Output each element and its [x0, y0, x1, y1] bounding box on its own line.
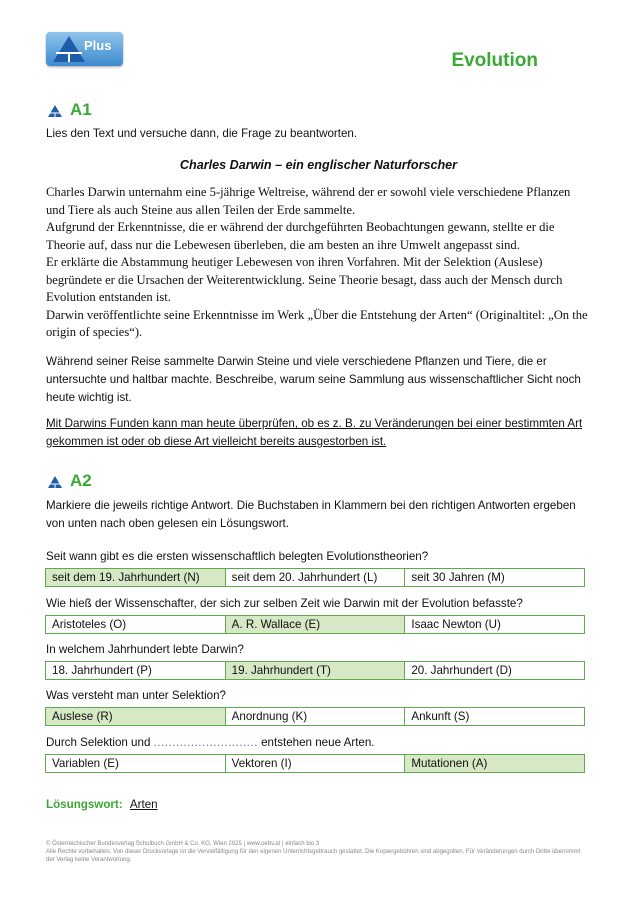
answer-option[interactable]: A. R. Wallace (E) — [225, 616, 405, 633]
answer-option[interactable]: Mutationen (A) — [404, 755, 584, 772]
answer-option[interactable]: 19. Jahrhundert (T) — [225, 662, 405, 679]
pyramid-icon — [52, 35, 86, 63]
question-text: In welchem Jahrhundert lebte Darwin? — [46, 643, 244, 656]
solution-value: Arten — [129, 798, 158, 811]
footer — [46, 840, 586, 864]
a1-instruction: Lies den Text und versuche dann, die Frage zu beantworten. — [46, 127, 358, 140]
answer-row — [45, 661, 585, 680]
article-text — [46, 184, 591, 342]
answer-option[interactable]: Anordnung (K) — [225, 708, 405, 725]
a2-instruction: Markiere die jeweils richtige Antwort. Die Buchstaben in Klammern bei den richtigen Antworten ergeben von unten nach oben gelesen ein Lösungswort. — [46, 499, 576, 530]
answer-row — [45, 615, 585, 634]
question-text: Wie hieß der Wissenschafter, der sich zur selben Zeit wie Darwin mit der Evolution befasste? — [46, 597, 523, 610]
answer-row — [45, 568, 585, 587]
answer-option[interactable]: Isaac Newton (U) — [404, 616, 584, 633]
section-a1-label: A1 — [70, 100, 92, 119]
publisher-logo — [46, 32, 123, 66]
question-text: Was versteht man unter Selektion? — [46, 689, 227, 702]
answer-option[interactable]: Auslese (R) — [46, 708, 225, 725]
answer-option[interactable]: seit dem 19. Jahrhundert (N) — [46, 569, 225, 586]
article-paragraph: Er erklärte die Abstammung heutiger Lebewesen von ihren Vorfahren. Mit der Selektion (Auslese) begründete er die Ursachen der Weiterentwicklung. Seine Theorie besagt, dass auch der Mensch durch Evolution entstanden ist. — [46, 255, 563, 304]
question-text-after: entstehen neue Arten. — [261, 736, 375, 749]
answer-option[interactable]: 18. Jahrhundert (P) — [52, 664, 152, 677]
a1-question: Während seiner Reise sammelte Darwin Steine und viele verschiedene Pflanzen und Tiere, die er untersuchte und haltbar machte. Beschreibe, warum seine Sammlung aus wissenschaftlicher Sicht noch heute wichtig ist. — [46, 355, 581, 404]
section-a2-label: A2 — [70, 471, 92, 490]
answer-option[interactable]: seit dem 20. Jahrhundert (L) — [225, 569, 405, 586]
question-text — [46, 736, 375, 749]
pyramid-icon — [48, 476, 62, 488]
article-paragraph: Aufgrund der Erkenntnisse, die er während der durchgeführten Beobachtungen gewann, stellte er die Theorie auf, dass nur die Lebewesen überleben, die am besten an ihre Umwelt angepasst sind. — [46, 220, 555, 252]
answer-option[interactable]: 20. Jahrhundert (D) — [404, 662, 584, 679]
footer-copyright: © Österreichischer Bundesverlag Schulbuch GmbH & Co. KG, Wien 2025 | www.oebv.at | einfach bio 3 — [46, 841, 320, 847]
solution-label: Lösungswort: — [46, 798, 123, 811]
fill-in-blank[interactable]: ............................ — [153, 736, 258, 749]
answer-option[interactable]: Variablen (E) — [52, 757, 119, 770]
pyramid-icon — [48, 105, 62, 117]
article-paragraph: Charles Darwin unternahm eine 5-jährige Weltreise, während der er sowohl viele verschiedene Pflanzen und Tiere als auch Steine aus allen Teilen der Erde sammelte. — [46, 185, 571, 217]
question-text-before: Durch Selektion und — [46, 736, 151, 749]
answer-option[interactable]: Ankunft (S) — [404, 708, 584, 725]
article-title: Charles Darwin – ein englischer Naturforscher — [179, 158, 458, 172]
article-paragraph: Darwin veröffentlichte seine Erkenntnisse im Werk „Über die Entstehung der Arten“ (Originaltitel: „On the origin of species“). — [46, 307, 588, 339]
answer-option[interactable]: seit 30 Jahren (M) — [404, 569, 584, 586]
answer-option[interactable]: Vektoren (I) — [225, 755, 405, 772]
document-title: Evolution — [451, 50, 538, 71]
logo-text: Plus — [84, 38, 112, 53]
answer-row — [45, 707, 585, 726]
a1-answer: Mit Darwins Funden kann man heute überprüfen, ob es z. B. zu Veränderungen bei einer bestimmten Art gekommen ist oder ob diese Art vielleicht bereits ausgestorben ist. — [46, 417, 583, 448]
question-text: Seit wann gibt es die ersten wissenschaftlich belegten Evolutionstheorien? — [46, 550, 429, 563]
answer-option[interactable]: Aristoteles (O) — [52, 618, 127, 631]
answer-row — [45, 754, 585, 773]
footer-rights: Alle Rechte vorbehalten. Von dieser Druckvorlage ist die Vervielfältigung für den eigenen Unterrichtsgebrauch gestattet. Die Kopiergebühren sind abgegolten. Für Veränderungen durch Dritte übernimmt der Verlag keine Verantwortung. — [46, 849, 581, 863]
solution-word — [46, 798, 158, 811]
